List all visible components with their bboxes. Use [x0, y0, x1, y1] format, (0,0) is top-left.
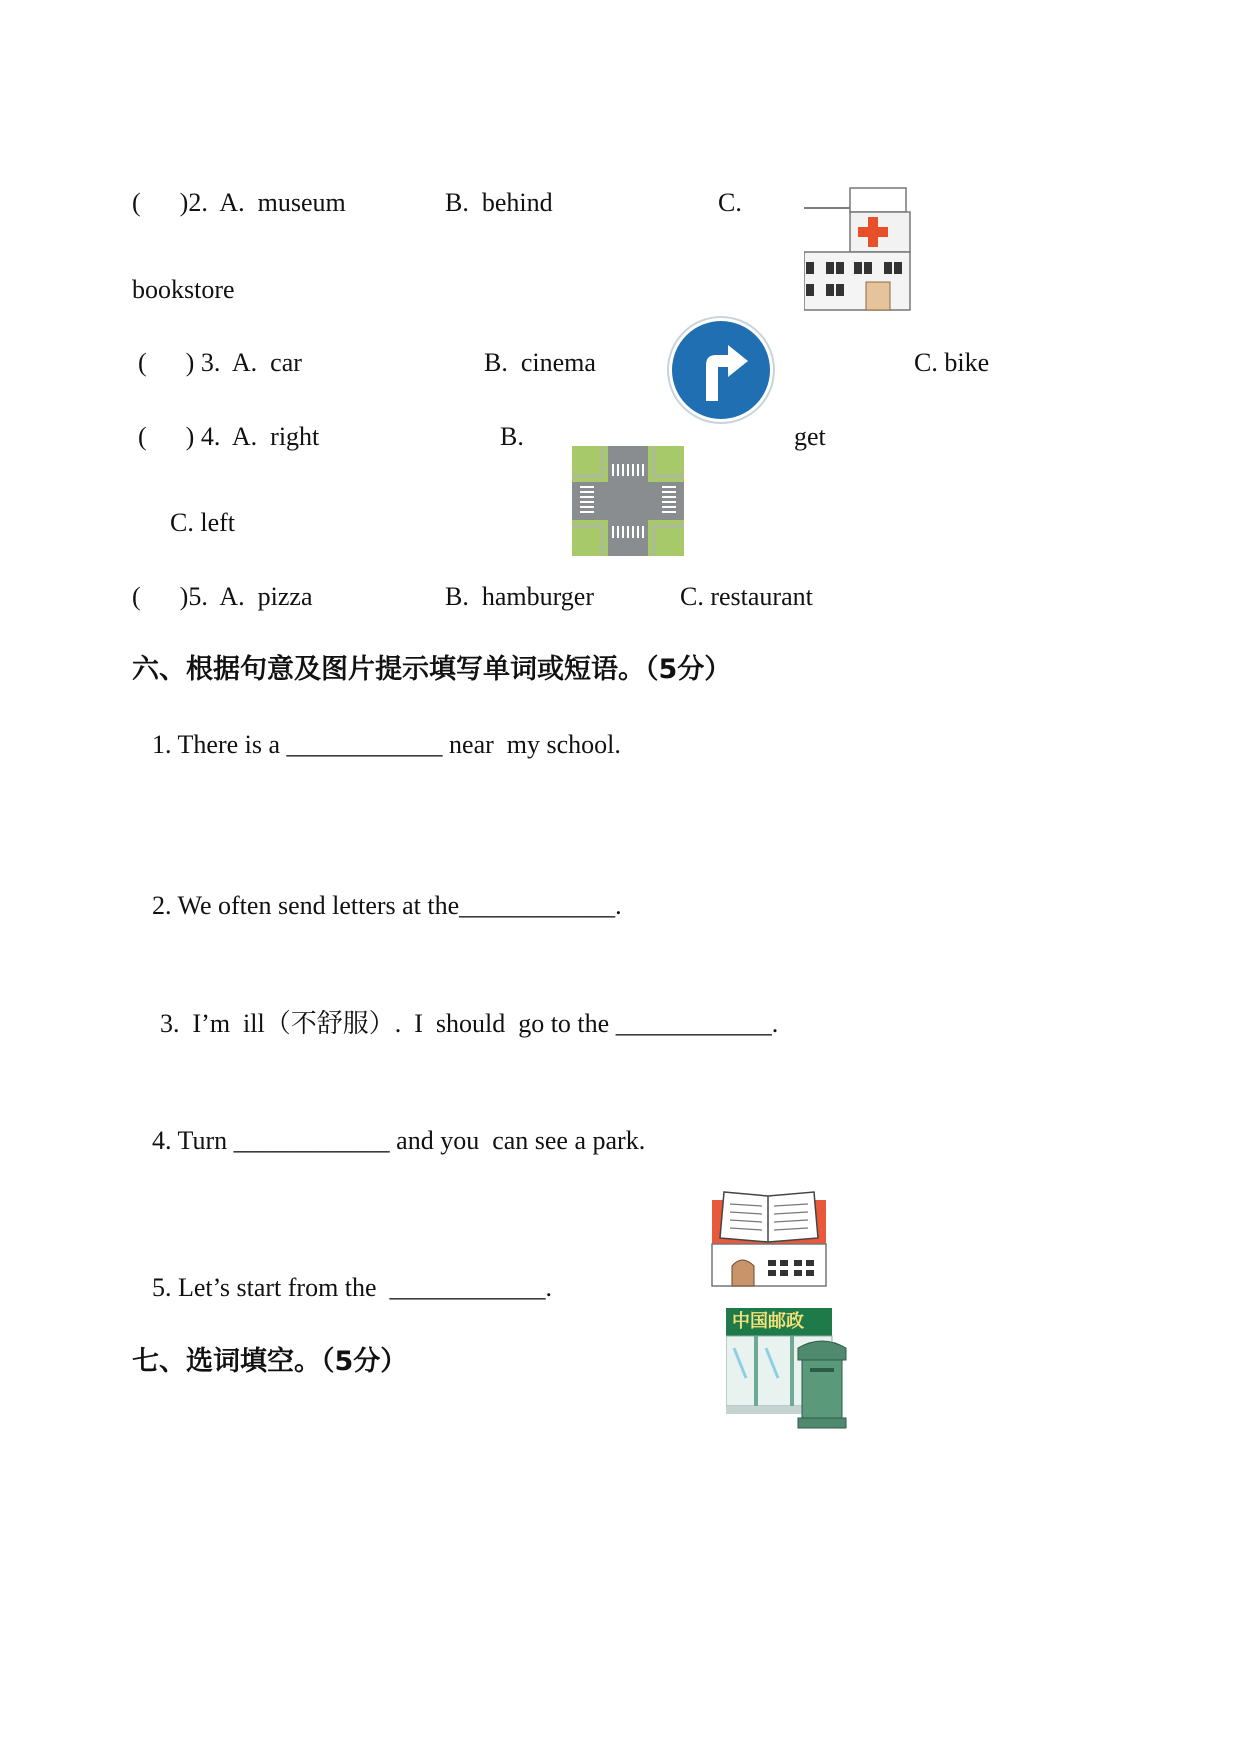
section6-item-3: 3. I’m ill（不舒服）. I should go to the ____________.: [160, 1009, 779, 1038]
q4-get: get: [794, 422, 826, 451]
bookstore-image: [710, 1188, 828, 1288]
q2-option-a: ( )2. A. museum: [132, 188, 346, 217]
section6-title: 六、根据句意及图片提示填写单词或短语。（5分）: [132, 654, 732, 685]
section6-item-2: 2. We often send letters at the____________.: [152, 891, 622, 920]
q4-option-a: ( ) 4. A. right: [138, 422, 320, 451]
q4-option-b: B.: [500, 422, 524, 451]
q5-option-c: C. restaurant: [680, 582, 813, 611]
section6-item-4: 4. Turn ____________ and you can see a park.: [152, 1126, 646, 1155]
q2-continuation: bookstore: [132, 275, 235, 304]
section7-title: 七、选词填空。（5分）: [132, 1346, 408, 1377]
post-office-image: [726, 1308, 850, 1432]
hospital-image: [804, 186, 912, 312]
q4-option-c: C. left: [170, 508, 235, 537]
q3-option-b: B. cinema: [484, 348, 596, 377]
q5-option-a: ( )5. A. pizza: [132, 582, 313, 611]
q2-option-b: B. behind: [445, 188, 553, 217]
section6-item-5: 5. Let’s start from the ____________.: [152, 1273, 553, 1302]
post-office-sign-text: 中国邮政: [732, 1311, 804, 1332]
q2-option-c: C.: [718, 188, 742, 217]
q3-option-c: C. bike: [914, 348, 990, 377]
turn-right-sign-image: [666, 315, 776, 425]
section6-item-1: 1. There is a ____________ near my school.: [152, 730, 621, 759]
q3-option-a: ( ) 3. A. car: [138, 348, 302, 377]
crossroads-image: [572, 446, 684, 556]
q5-option-b: B. hamburger: [445, 582, 594, 611]
